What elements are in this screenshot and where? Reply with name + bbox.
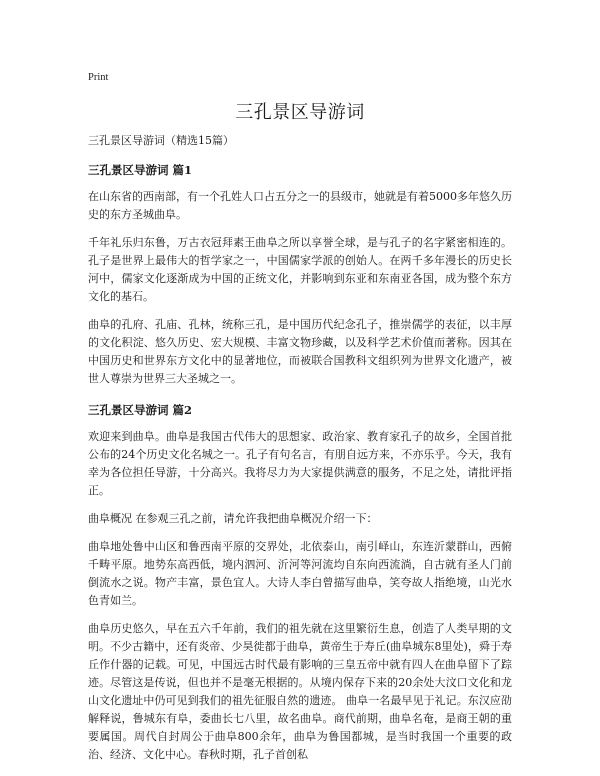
paragraph: 千年礼乐归东鲁，万古衣冠拜素王曲阜之所以享誉全球，是与孔子的名字紧密相连的。孔子是世界上最伟大的哲学家之一，中国儒家学派的创始人。在两千多年漫长的历史长河中，儒家文化逐渐成为中国的正统文化，并影响到东亚和东南亚各国，成为整个东方文化的基石。 bbox=[88, 236, 512, 303]
document-subtitle: 三孔景区导游词（精选15篇） bbox=[88, 134, 234, 147]
document-body bbox=[88, 132, 512, 774]
paragraph: 曲阜地处鲁中山区和鲁西南平原的交界处，北依泰山，南引峄山，东连沂蒙群山，西俯千畴平原。地势东高西低，境内泗河、沂河等河流均自东向西流淌，自古就有圣人门前倒流水之说。物产丰富，景色宜人。大诗人李白曾描写曲阜，笑夸故人指绝境，山光水色青如兰。 bbox=[88, 540, 512, 607]
page-title: 三孔景区导游词 bbox=[235, 102, 365, 123]
paragraph: 欢迎来到曲阜。曲阜是我国古代伟大的思想家、政治家、教育家孔子的故乡，全国首批公布的24个历史文化名城之一。孔子有句名言，有朋自远方来，不亦乐乎。今天，我有 幸为各位担任导游，十分高兴。我将尽力为大家提供满意的服务，不足之处，请批评指正。 bbox=[88, 430, 512, 497]
print-link[interactable]: Print bbox=[88, 72, 109, 83]
paragraph: 曲阜历史悠久，早在五六千年前，我们的祖先就在这里繁衍生息，创造了人类早期的文明。不少古籍中，还有炎帝、少昊徙都于曲阜，黄帝生于寿丘(曲阜城东8里处)，舜于寿丘作什器的记载。可见，中国远古时代最有影响的三皇五帝中就有四人在曲阜留下了踪迹。尽管这是传说，但也并不是毫无根据的。从境内保存下来的20余处大汶口文化和龙山文化遗址中仍可见到我们的祖先征服自然的遗迹。 曲阜一名最早见于礼记。东汉应劭解释说，鲁城东有阜，委曲长七八里，故名曲阜。商代前期，曲阜名奄，是商王朝的重要属国。周代自封周公于曲阜800余年，曲阜为鲁国都城，是当时我国一个重要的政治、经济、文化中心。春秋时期，孔子首创私 bbox=[88, 622, 512, 761]
paragraph: 曲阜概况 在参观三孔之前，请允许我把曲阜概况介绍一下： bbox=[88, 512, 378, 525]
paragraph: 曲阜的孔府、孔庙、孔林，统称三孔，是中国历代纪念孔子，推崇儒学的表征，以丰厚的文化积淀、悠久历史、宏大规模、丰富文物珍藏，以及科学艺术价值而著称。因其在中国历史和世界东方文化中的显著地位，而被联合国教科文组织列为世界文化遗产，被世人尊崇为世界三大圣城之一。 bbox=[88, 318, 512, 385]
paragraph: 在山东省的西南部，有一个孔姓人口占五分之一的县级市，她就是有着5000多年悠久历史的东方圣城曲阜。 bbox=[88, 190, 512, 221]
section-heading: 三孔景区导游词 篇2 bbox=[88, 403, 193, 417]
section-heading: 三孔景区导游词 篇1 bbox=[88, 163, 193, 177]
